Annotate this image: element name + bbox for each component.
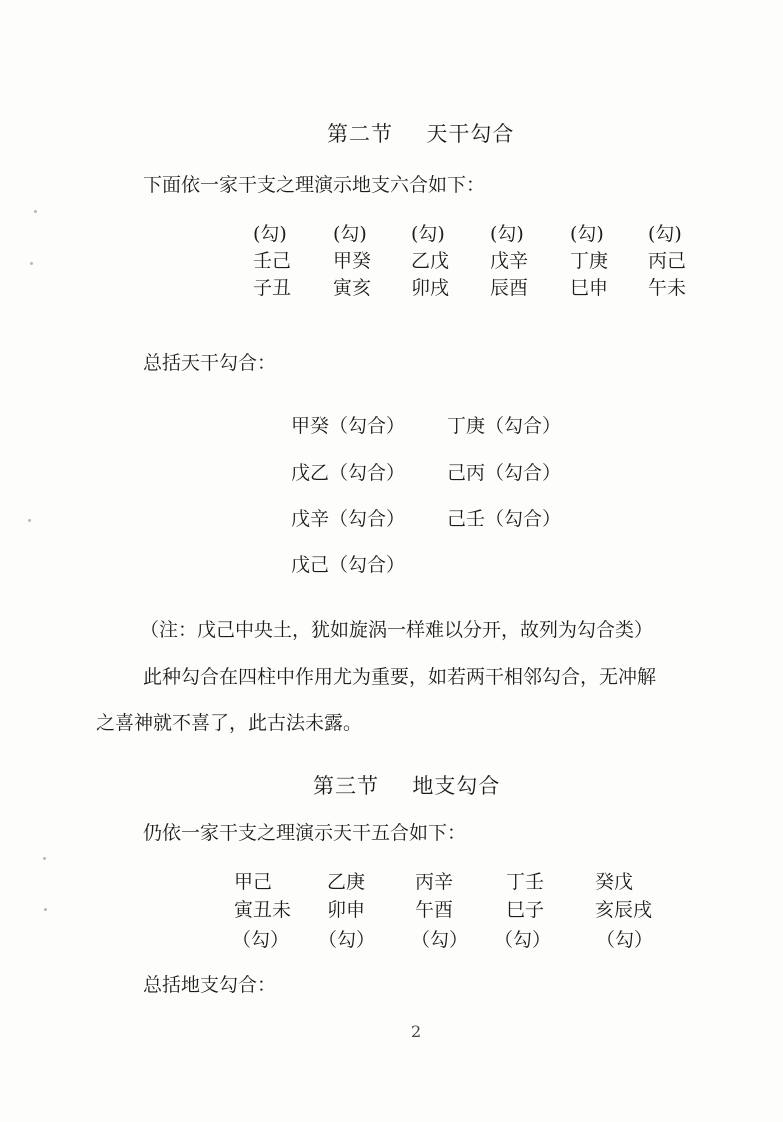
grid3-stem-3: 丙辛 (415, 871, 454, 893)
section3-intro: 仍依一家干支之理演示天干五合如下： (143, 822, 467, 844)
pair-row2-b: 己丙（勾合） (447, 462, 562, 484)
section2-heading (327, 118, 514, 148)
section2-heading-title: 天干勾合 (426, 122, 515, 146)
grid2-branch-2: 寅亥 (333, 277, 372, 299)
scan-speck (34, 210, 37, 213)
grid2-branch-3: 卯戌 (411, 277, 450, 299)
section3-heading-title: 地支勾合 (412, 774, 501, 798)
pair-row2-a: 戊乙（勾合） (291, 462, 406, 484)
grid2-stem-5: 丁庚 (570, 250, 609, 272)
pair-row3-b: 己壬（勾合） (447, 508, 562, 530)
section3-heading (313, 770, 500, 800)
grid3-stem-5: 癸戊 (595, 871, 634, 893)
grid3-branch-4: 巳子 (506, 899, 545, 921)
section2-paragraph-line1: 此种勾合在四柱中作用尤为重要，如若两干相邻勾合，无冲解 (143, 666, 657, 688)
grid3-bottom-2: （勾） (318, 929, 376, 951)
pair-row4-a: 戊己（勾合） (291, 554, 406, 576)
scan-speck (28, 519, 31, 522)
section2-summary-label: 总括天干勾合： (143, 352, 277, 374)
grid2-branch-6: 午未 (648, 277, 687, 299)
grid2-top-3: (勾) (411, 223, 445, 245)
scan-speck (43, 857, 46, 860)
pair-row3-a: 戊辛（勾合） (291, 508, 406, 530)
grid3-bottom-5: （勾） (596, 929, 654, 951)
grid3-bottom-4: （勾） (494, 929, 552, 951)
grid2-stem-3: 乙戊 (411, 250, 450, 272)
grid3-branch-3: 午酉 (415, 899, 454, 921)
section2-note: （注：戊己中央土，犹如旋涡一样难以分开，故列为勾合类） (140, 619, 654, 641)
pair-row1-b: 丁庚（勾合） (447, 415, 562, 437)
grid2-stem-1: 壬己 (253, 250, 292, 272)
grid3-stem-1: 甲己 (234, 871, 273, 893)
scan-speck (30, 262, 33, 265)
grid2-branch-4: 辰酉 (490, 277, 529, 299)
pair-row1-a: 甲癸（勾合） (291, 415, 406, 437)
grid3-bottom-1: （勾） (232, 929, 290, 951)
grid2-top-1: (勾) (253, 223, 287, 245)
grid2-branch-5: 巳申 (570, 277, 609, 299)
section2-paragraph-line2: 之喜神就不喜了，此古法未露。 (96, 712, 363, 734)
grid2-top-5: (勾) (570, 223, 604, 245)
grid3-branch-1: 寅丑未 (234, 899, 292, 921)
grid2-stem-6: 丙己 (648, 250, 687, 272)
scan-speck (44, 908, 47, 911)
section2-heading-num: 第二节 (327, 122, 393, 146)
grid2-stem-2: 甲癸 (333, 250, 372, 272)
grid2-branch-1: 子丑 (253, 277, 292, 299)
page-number: 2 (411, 1022, 422, 1041)
grid3-bottom-3: （勾） (411, 929, 469, 951)
section3-heading-num: 第三节 (313, 774, 379, 798)
section3-summary-label: 总括地支勾合： (143, 974, 277, 996)
section2-intro: 下面依一家干支之理演示地支六合如下： (143, 174, 486, 196)
grid3-stem-2: 乙庚 (327, 871, 366, 893)
grid2-stem-4: 戊辛 (490, 250, 529, 272)
grid3-stem-4: 丁壬 (506, 871, 545, 893)
grid2-top-6: (勾) (648, 223, 682, 245)
grid2-top-2: (勾) (333, 223, 367, 245)
grid3-branch-5: 亥辰戌 (595, 899, 653, 921)
grid2-top-4: (勾) (490, 223, 524, 245)
grid3-branch-2: 卯申 (327, 899, 366, 921)
